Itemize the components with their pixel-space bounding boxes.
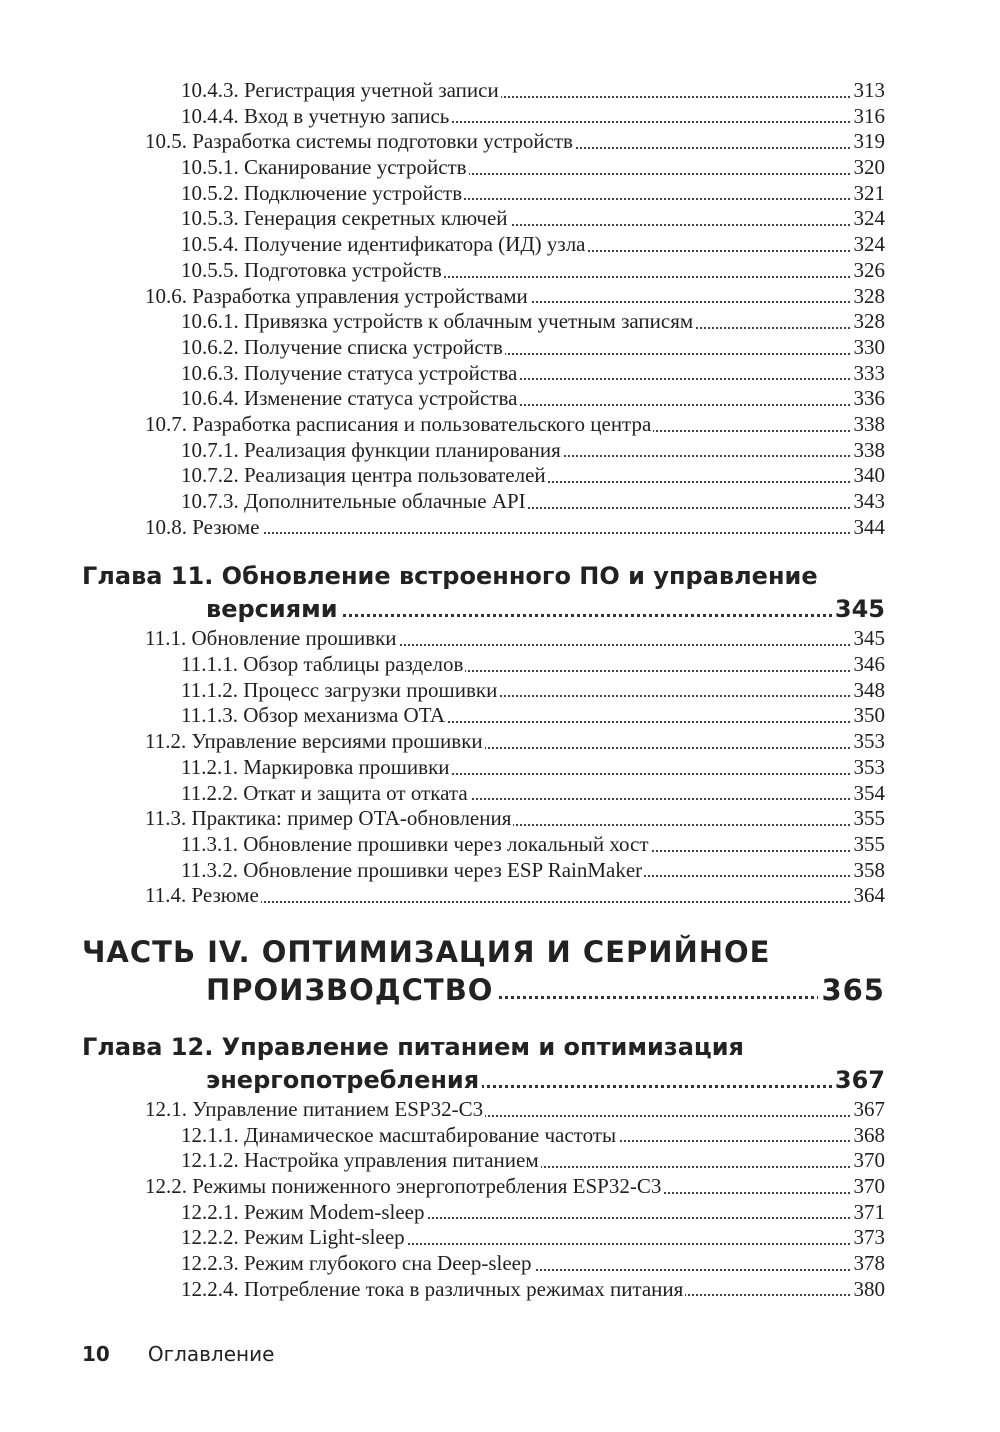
toc-entry[interactable] (181, 652, 885, 678)
toc-entry-title: 12.2.3. Режим глубокого сна Deep-sleep (181, 1251, 532, 1276)
toc-entry-title: 11.1.3. Обзор механизма OTA (181, 703, 446, 728)
toc-entry-title: 10.6. Разработка управления устройствами (145, 283, 528, 308)
toc-entry-title: 10.4.4. Вход в учетную запись (181, 103, 450, 128)
toc-entry-page: 336 (853, 386, 885, 411)
toc-entry-title: 11.2.2. Откат и защита от отката (181, 780, 468, 805)
toc-entry-page: 326 (853, 257, 885, 282)
toc-entry-page: 353 (853, 729, 885, 754)
toc-entry[interactable] (145, 515, 885, 541)
toc-entry[interactable] (181, 1200, 885, 1226)
toc-entry-page: 367 (853, 1096, 885, 1121)
table-of-contents (0, 78, 1000, 1302)
toc-entry-page: 346 (853, 652, 885, 677)
toc-entry-title: 11.2.1. Маркировка прошивки (181, 754, 450, 779)
part-title-text: ПРОИЗВОДСТВО (206, 973, 496, 1007)
toc-entry-title: 12.1.1. Динамическое масштабирование частоты (181, 1122, 617, 1147)
chapter-title-line1: Глава 12. Управление питанием и оптимизация (82, 1032, 744, 1061)
toc-entry-title: 11.1. Обновление прошивки (145, 626, 397, 651)
page-footer (82, 1340, 274, 1368)
chapter-page: 345 (832, 592, 885, 626)
toc-entry-title: 11.3.2. Обновление прошивки через ESP RainMaker (181, 857, 643, 882)
toc-entry[interactable] (145, 883, 885, 909)
toc-entry-title: 12.2.1. Режим Modem-sleep (181, 1199, 425, 1224)
toc-entry-title: 10.4.3. Регистрация учетной записи (181, 78, 499, 102)
toc-entry-title: 12.1.2. Настройка управления питанием (181, 1148, 539, 1173)
toc-entry-page: 370 (853, 1148, 885, 1173)
toc-entry[interactable] (181, 858, 885, 884)
toc-entry-page: 380 (853, 1276, 885, 1301)
toc-entry-title: 10.7.3. Дополнительные облачные API (181, 489, 526, 513)
toc-entry-page: 313 (853, 78, 885, 102)
toc-entry-page: 354 (853, 780, 885, 805)
toc-entry-page: 378 (853, 1251, 885, 1276)
toc-entry-title: 10.5.5. Подготовка устройств (181, 257, 442, 282)
toc-entry-title: 10.6.2. Получение списка устройств (181, 334, 503, 359)
toc-group-chapter11 (0, 626, 1000, 909)
toc-entry[interactable] (181, 755, 885, 781)
toc-entry[interactable] (181, 104, 885, 130)
part-title-line2 (206, 971, 885, 1009)
toc-entry-page: 340 (853, 463, 885, 488)
toc-entry[interactable] (145, 1097, 885, 1123)
toc-entry-title: 10.6.1. Привязка устройств к облачным учетным записям (181, 309, 694, 334)
toc-entry-page: 355 (853, 831, 885, 856)
toc-entry-title: 10.8. Резюме (145, 514, 260, 539)
toc-entry[interactable] (145, 729, 885, 755)
toc-entry-page: 319 (853, 129, 885, 154)
chapter-11-heading[interactable] (0, 560, 1000, 626)
running-title: Оглавление (147, 1342, 275, 1366)
toc-entry[interactable] (145, 412, 885, 438)
toc-entry[interactable] (181, 181, 885, 207)
toc-entry-page: 338 (853, 437, 885, 462)
toc-entry-page: 348 (853, 677, 885, 702)
toc-entry-title: 10.7. Разработка расписания и пользовательского центра (145, 411, 652, 436)
toc-entry-page: 371 (853, 1199, 885, 1224)
toc-entry-page: 320 (853, 155, 885, 180)
toc-entry[interactable] (181, 206, 885, 232)
toc-entry[interactable] (181, 463, 885, 489)
toc-entry-title: 10.5. Разработка системы подготовки устройств (145, 129, 573, 154)
toc-entry-title: 10.7.2. Реализация центра пользователей (181, 463, 546, 488)
toc-entry[interactable] (181, 78, 885, 104)
toc-group-chapter10 (0, 78, 1000, 540)
chapter-title-line2 (206, 592, 885, 626)
toc-entry[interactable] (145, 806, 885, 832)
toc-entry-title: 12.2.2. Режим Light-sleep (181, 1225, 405, 1250)
toc-entry[interactable] (181, 1123, 885, 1149)
toc-entry-page: 364 (853, 883, 885, 908)
toc-entry-title: 10.7.1. Реализация функции планирования (181, 437, 561, 462)
toc-entry[interactable] (181, 832, 885, 858)
toc-entry[interactable] (145, 626, 885, 652)
toc-entry-page: 316 (853, 103, 885, 128)
toc-entry-page: 321 (853, 180, 885, 205)
toc-entry-page: 350 (853, 703, 885, 728)
toc-entry-page: 370 (853, 1174, 885, 1198)
toc-entry-title: 11.2. Управление версиями прошивки (145, 729, 483, 754)
toc-entry[interactable] (181, 438, 885, 464)
toc-entry-title: 11.1.2. Процесс загрузки прошивки (181, 677, 498, 702)
toc-entry[interactable] (181, 361, 885, 387)
chapter-title-text: энергопотребления (206, 1066, 482, 1094)
chapter-title-line2 (206, 1063, 885, 1097)
toc-entry[interactable] (181, 1225, 885, 1251)
chapter-title-line1: Глава 11. Обновление встроенного ПО и управление (82, 562, 818, 591)
toc-entry-title: 11.3. Практика: пример OTA-обновления (145, 806, 512, 831)
toc-entry-title: 11.1.1. Обзор таблицы разделов (181, 652, 464, 677)
toc-entry-page: 324 (853, 206, 885, 231)
toc-entry-page: 353 (853, 754, 885, 779)
toc-entry[interactable] (145, 129, 885, 155)
toc-entry-page: 338 (853, 411, 885, 436)
toc-entry[interactable] (181, 781, 885, 807)
toc-entry-title: 10.6.4. Изменение статуса устройства (181, 386, 518, 411)
toc-entry-page: 333 (853, 360, 885, 385)
toc-entry-page: 355 (853, 806, 885, 831)
toc-entry[interactable] (181, 386, 885, 412)
toc-entry-title: 12.2.4. Потребление тока в различных режимах питания (181, 1276, 684, 1301)
toc-entry[interactable] (181, 155, 885, 181)
toc-entry[interactable] (181, 1251, 885, 1277)
toc-entry-page: 328 (853, 309, 885, 334)
toc-entry-title: 10.5.3. Генерация секретных ключей (181, 206, 508, 231)
toc-entry[interactable] (181, 1148, 885, 1174)
toc-entry-title: 12.1. Управление питанием ESP32-C3 (145, 1096, 484, 1121)
toc-entry-title: 11.3.1. Обновление прошивки через локальный хост (181, 831, 649, 856)
toc-entry[interactable] (181, 1277, 885, 1303)
toc-entry[interactable] (181, 489, 885, 515)
toc-entry-title: 10.5.1. Сканирование устройств (181, 155, 467, 180)
toc-entry-page: 343 (853, 489, 885, 513)
part-4-heading[interactable] (0, 933, 1000, 1009)
toc-entry[interactable] (145, 284, 885, 310)
toc-entry-page: 324 (853, 232, 885, 257)
chapter-title-text: версиями (206, 595, 341, 623)
toc-entry-title: 12.2. Режимы пониженного энергопотребления ESP32-C3 (145, 1174, 662, 1198)
toc-entry[interactable] (181, 258, 885, 284)
toc-entry-title: 10.5.2. Подключение устройств (181, 180, 463, 205)
chapter-page: 367 (832, 1063, 885, 1097)
part-title-line1: ЧАСТЬ IV. ОПТИМИЗАЦИЯ И СЕРИЙНОЕ (82, 934, 771, 969)
toc-entry[interactable] (181, 703, 885, 729)
toc-entry-page: 344 (853, 514, 885, 539)
toc-entry-page: 345 (853, 626, 885, 651)
toc-entry-page: 358 (853, 857, 885, 882)
toc-entry-title: 10.6.3. Получение статуса устройства (181, 360, 518, 385)
toc-entry-page: 368 (853, 1122, 885, 1147)
toc-entry-page: 328 (853, 283, 885, 308)
chapter-12-heading[interactable] (0, 1031, 1000, 1097)
toc-entry[interactable] (181, 335, 885, 361)
toc-entry-title: 10.5.4. Получение идентификатора (ИД) узла (181, 232, 586, 257)
toc-entry-page: 373 (853, 1225, 885, 1250)
toc-entry[interactable] (181, 232, 885, 258)
page-number: 10 (82, 1342, 110, 1366)
toc-group-chapter12 (0, 1097, 1000, 1303)
toc-entry[interactable] (181, 309, 885, 335)
toc-entry-title: 11.4. Резюме (145, 883, 259, 908)
toc-entry[interactable] (181, 678, 885, 704)
toc-entry-page: 330 (853, 334, 885, 359)
part-page: 365 (818, 971, 885, 1009)
toc-entry[interactable] (145, 1174, 885, 1200)
